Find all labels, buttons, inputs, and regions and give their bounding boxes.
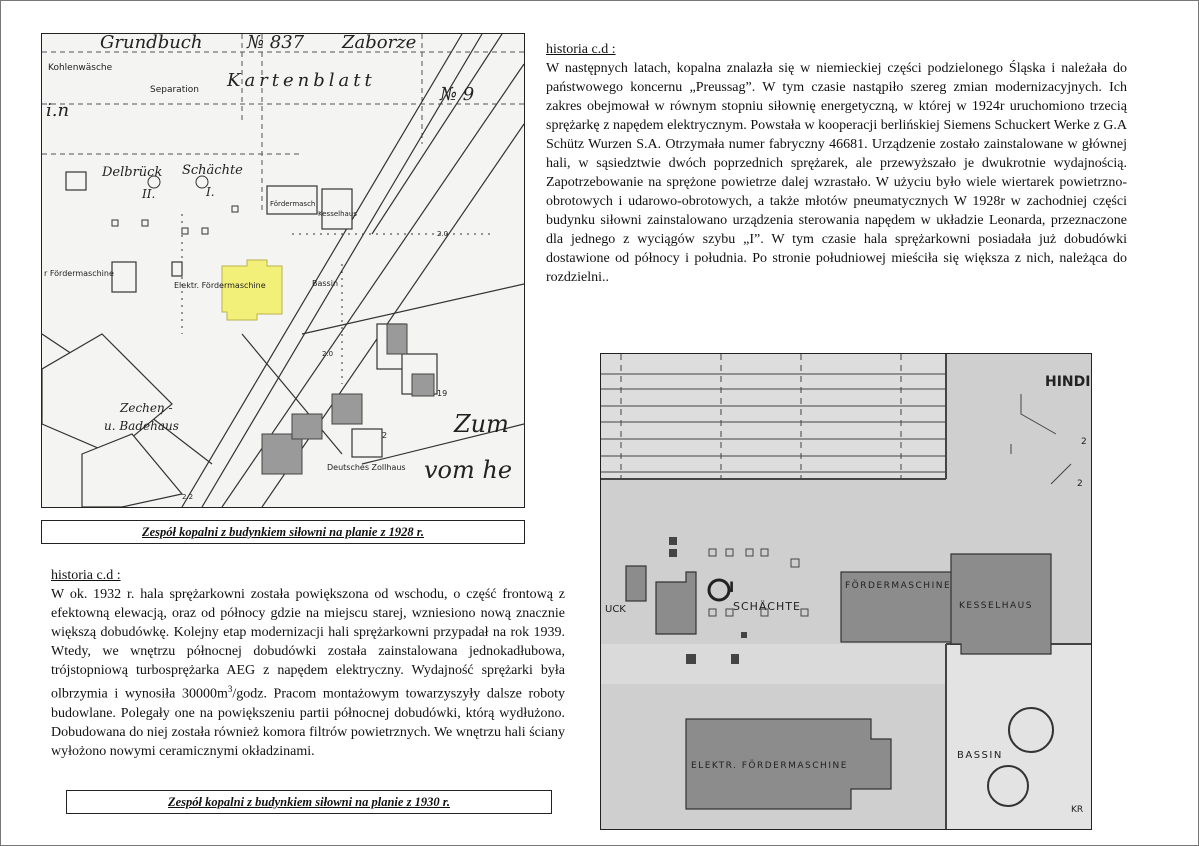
map1-delbruck: Delbrück: [102, 165, 163, 180]
map1-fordermasch: Fördermasch: [270, 200, 316, 208]
map1-kohlenwasche: Kohlenwäsche: [48, 63, 113, 73]
map-1930: [600, 353, 1092, 830]
history-text-2: [51, 566, 565, 761]
map2-kr: KR: [1071, 805, 1084, 815]
map2-bassin: BASSIN: [957, 750, 1003, 761]
map2-num-2b: 2: [1077, 479, 1083, 489]
history-body-1: W następnych latach, kopalna znalazła się w niemieckiej części podzielonego Śląska i należała do państwowego koncernu „Preussag”. W tym czasie nastąpiło szereg zmian modernizacyjnych. Ich zakres obejmował w równym stopniu siłownię energetyczną, w której w 1924r uruchomiono trzecią sprężarkę z napędem elektrycznym. Powstała w kooperacji berlińskiej Siemens Schuckert Werke z G.A Schütz Wurzen S.A. Otrzymała numer fabryczny 46681. Urządzenie zostało zainstalowane w głównej hali, w sąsiedztwie dwóch poprzednich sprężarek, ale przewyższało je dwukrotnie wydajnością. Zapotrzebowanie na sprężone powietrze dalej wzrastało. W użyciu było wiele wiertarek powietrzno-obrotowych i udarowo-obrotowych, a także młotów pneumatycznych W 1928r w zachodniej części budynku siłowni zainstalowano urządzenia sterowania napędem w układzie Leonarda, przeznaczone dla jednego z wyciągów szybu „I”. W tym czasie hala sprężarkowni posiadała już dobudówki dostawione od północy i południa. Po stronie południowej mieściła się większa z nich, należąca do rozdzielni..: [546, 61, 1127, 285]
map1-number: № 837: [247, 34, 305, 53]
caption-1928: Zespół kopalni z budynkiem siłowni na planie z 1928 r.: [41, 520, 525, 544]
map1-sheet-no: № 9: [440, 84, 475, 105]
map1-separation: Separation: [150, 85, 199, 95]
history-heading-1: historia c.d :: [546, 42, 616, 57]
map1-num-20a: 2.0: [437, 230, 449, 238]
map2-kesselhaus: KESSELHAUS: [959, 601, 1033, 611]
map1-in: i.n: [46, 100, 70, 121]
map1-num-22: 2.2: [182, 493, 194, 501]
map2-uck: UCK: [605, 604, 626, 615]
map2-elektr: ELEKTR. FÖRDERMASCHINE: [691, 761, 848, 771]
history-heading-2: historia c.d :: [51, 568, 121, 583]
map2-num-2a: 2: [1081, 437, 1087, 447]
map1-kartenblatt: Kartenblatt: [227, 70, 376, 91]
map1-num-2: 2: [382, 431, 388, 440]
caption-1930: Zespół kopalni z budynkiem siłowni na planie z 1930 r.: [66, 790, 552, 814]
map1-zechen: Zechen -: [120, 401, 173, 415]
map-1928: [41, 33, 525, 508]
map1-vom-he: vom he: [424, 456, 513, 484]
map1-num-20b: 2.0: [322, 350, 334, 358]
map2-fordermaschine: FÖRDERMASCHINE: [845, 581, 952, 591]
map1-zum: Zum: [454, 410, 509, 438]
map1-place: Zaborze: [342, 34, 417, 53]
map1-bassin: Bassin: [312, 279, 339, 288]
map2-hindi: HINDI: [1045, 374, 1091, 390]
map-1928-drawing: [42, 34, 524, 507]
history-body-2b: /godz. Pracom montażowym towarzyszyły dalsze roboty budowlane. Polegały one na powiększeniu partii północnej dobudówki, którą wydłużono. Dobudowana do niej została również komora filtrów powietrznych. We wnętrzu hali ściany wyłożono nowymi ceramicznymi okładzinami.: [51, 686, 566, 759]
map-1930-drawing: [601, 354, 1091, 829]
map1-badehaus: u. Badehaus: [104, 419, 179, 433]
map1-num-19: 19: [437, 389, 448, 398]
map1-grundbuch: Grundbuch: [100, 34, 203, 53]
map1-schachte: Schächte: [182, 163, 243, 178]
map2-shaft: I: [729, 580, 735, 596]
map1-zollhaus: Deutsches Zollhaus: [327, 463, 406, 472]
history-body-2a: W ok. 1932 r. hala sprężarkowni została powiększona od wschodu, o część frontową z efektowną elewacją, oraz od północy gdzie na miejscu starej, wzniesiono nową znacznie większą dobudówkę. Kolejny etap modernizacji hali sprężarkowni przypadał na rok 1939. Wtedy, we wnętrzu północnej dobudówki została zainstalowana jednokadłubowa, trójstopniową turbosprężarka AEG z napędem elektryczny. Wydajność sprężarki była olbrzymia i wynosiła 30000m: [51, 587, 565, 702]
history-text-1: [546, 40, 1127, 287]
map2-schachte: SCHÄCHTE: [733, 600, 801, 613]
map1-elektr: Elektr. Fördermaschine: [174, 281, 266, 290]
history-body-2-sup: 3: [227, 684, 233, 694]
map1-kesselhaus: Kesselhaus: [318, 210, 357, 218]
powerhouse-highlight: [222, 260, 282, 320]
map1-shaft1: I.: [206, 185, 215, 199]
map1-fordermaschine-left: r Fördermaschine: [44, 269, 114, 278]
map1-shaft2: II.: [142, 187, 156, 201]
